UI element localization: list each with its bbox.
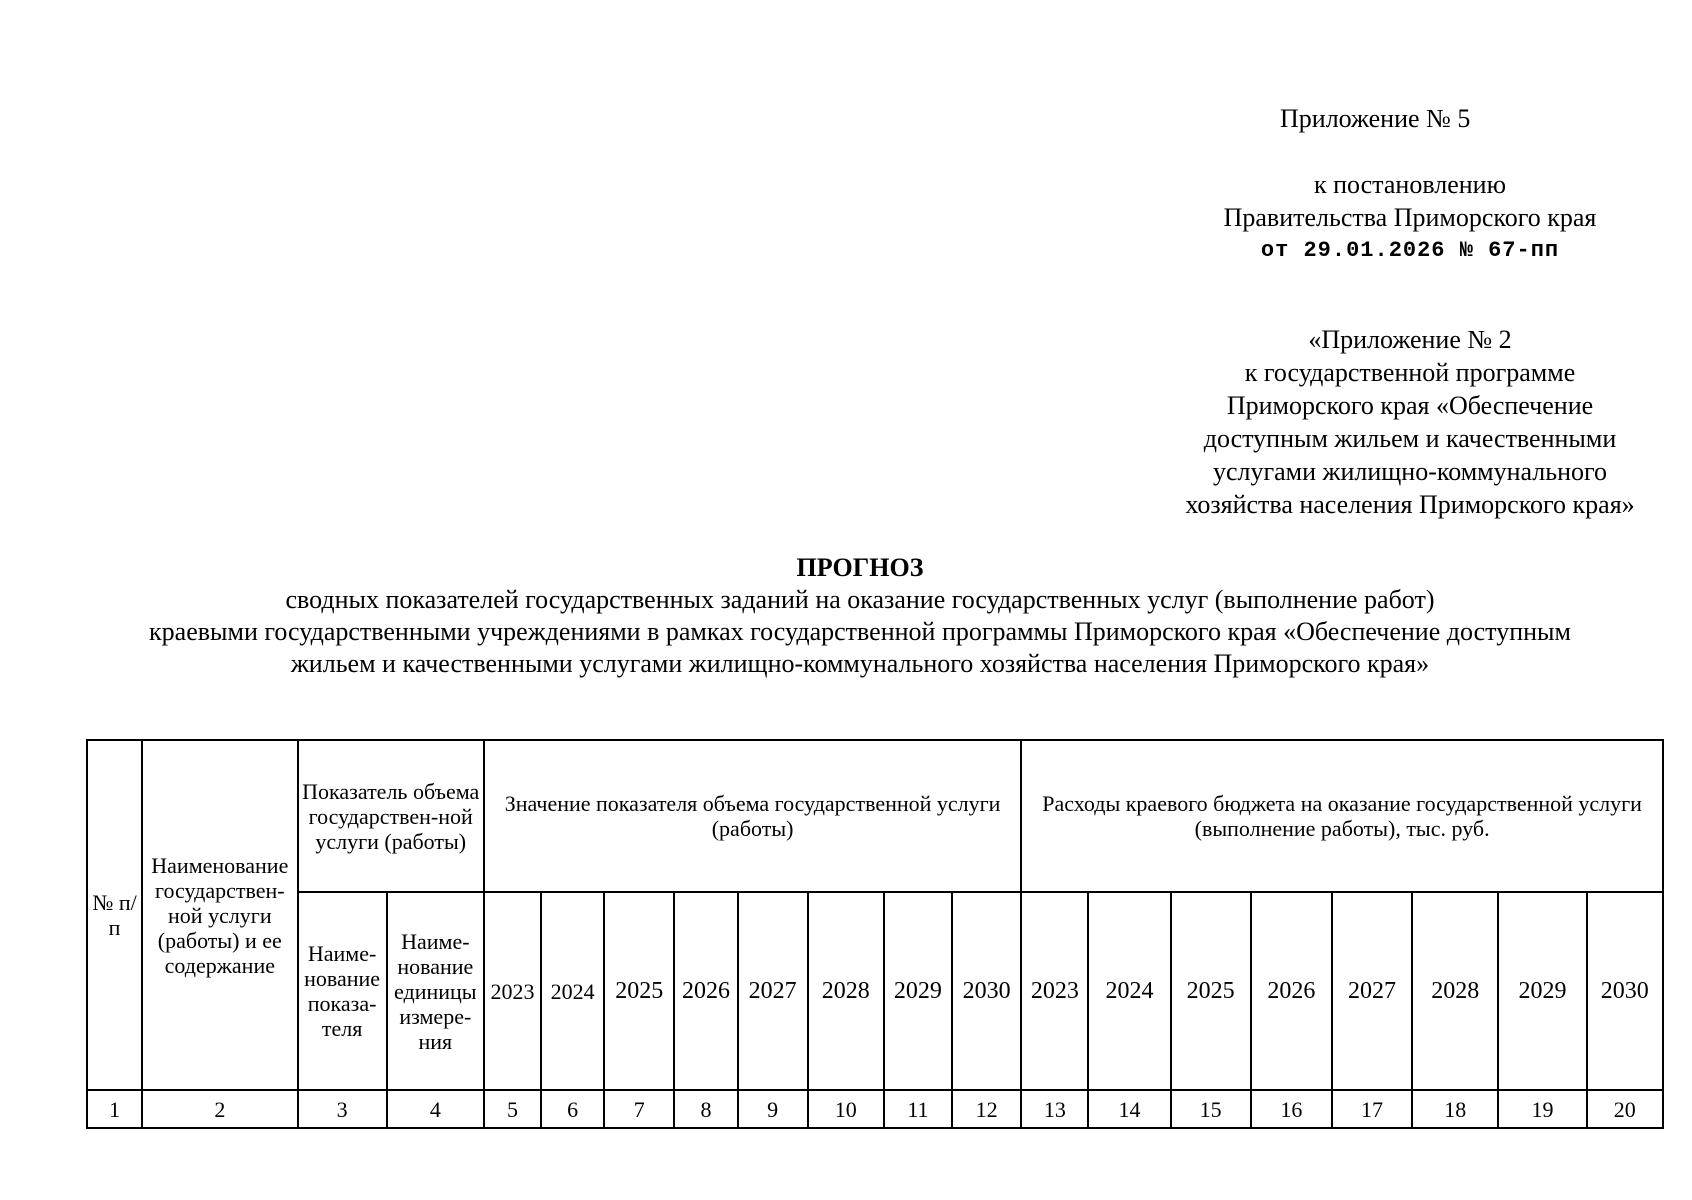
previous-appendix-line: услугами жилищно-коммунального [1212, 457, 1608, 486]
column-number: 4 [387, 1090, 484, 1128]
previous-appendix-line: Приморского края «Обеспечение [1226, 391, 1594, 420]
column-number: 6 [541, 1090, 604, 1128]
header-value-year: 2027 [738, 892, 808, 1090]
title-line: краевыми государственными учреждениями в рамках государственной программы Приморского края «Обеспечение доступным [149, 617, 1571, 646]
column-number: 1 [87, 1090, 142, 1128]
column-number: 3 [298, 1090, 387, 1128]
header-expense-year: 2030 [1587, 892, 1663, 1090]
previous-appendix-line: к государственной программе [1244, 358, 1576, 387]
column-number: 12 [952, 1090, 1021, 1128]
header-expense-year: 2029 [1498, 892, 1586, 1090]
previous-appendix-line: хозяйства населения Приморского края» [1185, 490, 1635, 519]
header-value-year: 2029 [884, 892, 952, 1090]
column-number: 2 [142, 1090, 297, 1128]
header-expense-year: 2026 [1251, 892, 1332, 1090]
forecast-table [86, 739, 1664, 1129]
header-expense-group: Расходы краевого бюджета на оказание государственной услуги (выполнение работы), тыс. руб. [1021, 740, 1663, 892]
column-number: 9 [738, 1090, 808, 1128]
header-value-year: 2030 [952, 892, 1021, 1090]
header-expense-year: 2028 [1412, 892, 1498, 1090]
column-number: 15 [1171, 1090, 1251, 1128]
title-line: жильем и качественными услугами жилищно-коммунального хозяйства населения Приморского края» [290, 649, 1430, 678]
column-number: 17 [1332, 1090, 1412, 1128]
title-main: ПРОГНОЗ [796, 553, 924, 582]
header-num: № п/п [87, 740, 142, 1090]
appendix-number: Приложение № 5 [1280, 104, 1471, 133]
header-expense-year: 2027 [1332, 892, 1412, 1090]
column-number: 5 [484, 1090, 541, 1128]
previous-appendix-reference [1140, 323, 1680, 521]
decree-reference [1180, 168, 1640, 267]
previous-appendix-line: «Приложение № 2 [1308, 325, 1512, 354]
column-number: 13 [1021, 1090, 1088, 1128]
decree-line: Правительства Приморского края [1223, 203, 1597, 232]
header-value-year: 2024 [541, 892, 604, 1090]
previous-appendix-line: доступным жильем и качественными [1203, 424, 1617, 453]
column-number: 8 [674, 1090, 737, 1128]
column-number: 20 [1587, 1090, 1663, 1128]
header-indicator-unit: Наиме-нование единицы измере-ния [387, 892, 484, 1090]
column-number: 19 [1498, 1090, 1586, 1128]
column-number: 16 [1251, 1090, 1332, 1128]
header-value-year: 2023 [484, 892, 541, 1090]
column-number: 18 [1412, 1090, 1498, 1128]
header-indicator-name: Наиме-нование показа-теля [298, 892, 387, 1090]
title-line: сводных показателей государственных заданий на оказание государственных услуг (выполнение работ) [285, 585, 1435, 614]
header-value-year: 2025 [604, 892, 674, 1090]
column-number: 14 [1088, 1090, 1170, 1128]
header-expense-year: 2023 [1021, 892, 1088, 1090]
header-value-year: 2026 [674, 892, 737, 1090]
header-service-name: Наименование государствен-ной услуги (работы) и ее содержание [142, 740, 297, 1090]
column-number: 10 [808, 1090, 884, 1128]
decree-line: к постановлению [1313, 170, 1507, 199]
header-values-group: Значение показателя объема государственной услуги (работы) [484, 740, 1021, 892]
header-expense-year: 2024 [1088, 892, 1170, 1090]
decree-date: от 29.01.2026 № 67-пп [1260, 238, 1560, 263]
header-value-year: 2028 [808, 892, 884, 1090]
header-expense-year: 2025 [1171, 892, 1251, 1090]
column-number: 11 [884, 1090, 952, 1128]
document-title [60, 552, 1660, 680]
column-number: 7 [604, 1090, 674, 1128]
header-indicator-group: Показатель объема государствен-ной услуги (работы) [298, 740, 484, 892]
